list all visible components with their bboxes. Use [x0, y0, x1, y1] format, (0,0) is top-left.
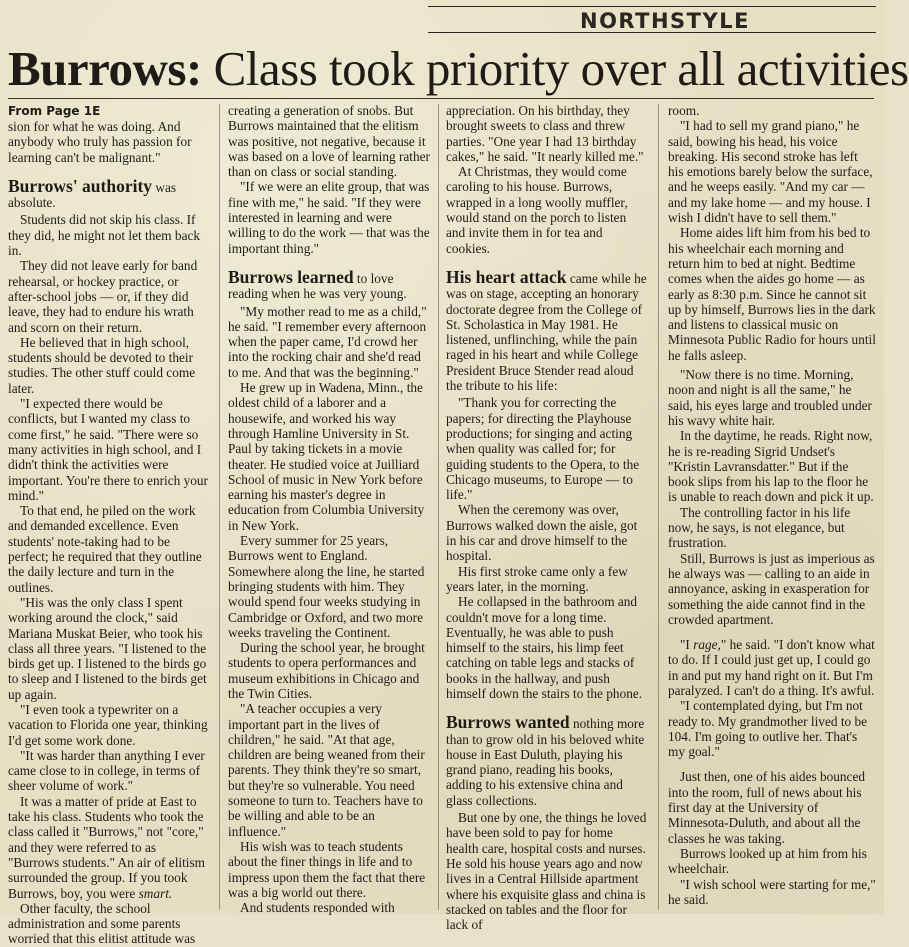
subhead-continuation: came while he was on stage, accepting an honorary doctorate degree from the College of St. Scholastica in May 1981. He listened, unflinching, while the pain raged in his heart and while College President Bruce Stender read aloud the tribute to his life: [446, 270, 647, 394]
subhead-paragraph [228, 266, 430, 302]
section-rule-top [428, 6, 876, 7]
headline-text: Class took priority over all activities [213, 41, 909, 96]
subhead: Burrows' authority [8, 175, 153, 196]
paragraph: room. [668, 103, 700, 118]
paragraph: His wish was to teach students about the finer things in life and to impress upon them the fact that there was a big world out there. [228, 838, 426, 900]
paragraph: Just then, one of his aides bounced into the room, full of news about his first day at the University of Minnesota-Duluth, and about all the classes he was taking. [668, 769, 866, 846]
paragraph: He collapsed in the bathroom and couldn't move for a long time. Eventually, he was able to push himself to the stairs, his limp feet catching on table legs and stacks of books in the hallway, and push himself down the stairs to the phone. [446, 594, 643, 701]
paragraph [8, 794, 210, 901]
paragraph: "My mother read to me as a child," he said. "I remember every afternoon when the paper came, I'd crowd her into the rocking chair and she'd read to me. And that was the beginning." [228, 303, 427, 380]
paragraph: "If we were an elite group, that was fine with me," he said. "If they were interested in learning and were willing to do the work — that was the important thing." [228, 179, 430, 256]
paragraph: "I contemplated dying, but I'm not ready to. My grandmother lived to be 104. I'm going to outlive her. That's my goal." [668, 698, 868, 760]
subhead: Burrows learned [228, 266, 354, 287]
paragraph-spacer [668, 627, 876, 637]
paragraph: Other faculty, the school administration and some parents worried that this elitist attitude was [8, 900, 196, 947]
article-column-1 [8, 103, 210, 947]
paragraph: Students did not skip his class. If they did, he might not let them back in. [8, 212, 201, 259]
paragraph: "I even took a typewriter on a vacation to Florida one year, thinking I'd get some work done. [8, 701, 208, 748]
paragraph: "A teacher occupies a very important part in the lives of children," he said. "At that age, children are being weaned from their parents. They think they're so smart, but they're so vulnerable. You need someone to turn to. Teachers have to be willing and able to be an influence." [228, 701, 425, 839]
paragraph: And students responded with [240, 900, 395, 916]
article-column-2 [228, 103, 430, 916]
paragraph: In the daytime, he reads. Right now, he is re-reading Sigrid Undset's "Kristin Lavransdatter." But if the book slips from his lap to the floor he is unable to reach down and pick it up. [668, 428, 874, 505]
subhead-paragraph [446, 712, 648, 808]
paragraph: To that end, he piled on the work and demanded excellence. Even students' note-taking had to be perfect; he required that they outline the daily lecture and turn in the outlines. [8, 503, 202, 595]
paragraph: At Christmas, they would come caroling to his house. Burrows, wrapped in a long woolly muffler, would stand on the porch to listen and invite them in for tea and cookies. [446, 164, 628, 256]
column-divider [658, 104, 659, 910]
section-name: NORTHSTYLE [580, 9, 750, 33]
paragraph: When the ceremony was over, Burrows walked down the aisle, got in his car and drove himself to the hospital. [446, 502, 638, 564]
subhead-continuation: nothing more than to grow old in his beloved white house in East Duluth, playing his grand piano, reading his books, adding to his extensive china and glass collections. [446, 716, 645, 808]
headline-kicker: Burrows: [8, 41, 202, 96]
paragraph [668, 637, 876, 698]
paragraph: "I wish school were starting for me," he said. [668, 876, 876, 907]
subhead-continuation: was absolute. [8, 179, 177, 211]
paragraph: "Thank you for correcting the papers; for directing the Playhouse productions; for singing and acting when quality was called for; for guiding students to the Opera, to the Chicago museums, to Europe — to life." [446, 395, 640, 503]
emphasis-text: smart. [138, 885, 173, 901]
subhead-paragraph [8, 175, 210, 211]
section-flag [428, 4, 884, 34]
paragraph: appreciation. On his birthday, they brought sweets to class and threw parties. "One year I had 13 birthday cakes," he said. "It nearly killed me." [446, 103, 644, 164]
paragraph: He believed that in high school, students should be devoted to their studies. The other stuff could come later. [8, 334, 196, 396]
headline [8, 40, 909, 98]
paragraph: The controlling factor in his life now, he says, is not elegance, but frustration. [668, 504, 851, 551]
paragraph: "I expected there would be conflicts, but I wanted my class to come first," he said. "There were so many activities in high school, and I didn't think the activities were important. You're there to enrich your mind." [8, 396, 208, 503]
paragraph: But one by one, the things he loved have been sold to pay for home health care, hospital costs and nurses. He sold his house years ago and now lives in a Central Hillside apartment where his exquisite glass and china is stacked on tables and the floor for lack of [446, 810, 647, 933]
article-column-3 [446, 103, 648, 933]
subhead: His heart attack [446, 266, 567, 287]
paragraph: Every summer for 25 years, Burrows went to England. Somewhere along the line, he started bringing students with him. They would spend four weeks studying in Cambridge or Oxford, and two more weeks traveling the Continent. [228, 533, 425, 640]
headline-rule [8, 98, 874, 99]
section-rule-bottom [428, 32, 876, 33]
paragraph: They did not leave early for band rehearsal, or hockey practice, or after-school jobs — or, if they did leave, they had to endure his wrath and scorn on their return. [8, 258, 198, 335]
paragraph: Still, Burrows is just as imperious as he always was — calling to an aide in annoyance, asking in exasperation for something the aide cannot find in the crowded apartment. [668, 550, 875, 627]
column-divider [219, 104, 220, 910]
article-column-4 [668, 103, 876, 911]
paragraph-text: "I [680, 637, 694, 653]
paragraph: "I had to sell my grand piano," he said, bowing his head, his voice breaking. His second stroke has left his emotions barely below the surface, and he weeps easily. "And my car — and my lake home — and my house. I wish I didn't have to sell them." [668, 118, 873, 226]
paragraph-spacer [668, 759, 876, 769]
paragraph: sion for what he was doing. And anybody who truly has passion for learning can't be malignant." [8, 119, 192, 165]
subhead: Burrows wanted [446, 712, 570, 733]
paragraph: creating a generation of snobs. But Burrows maintained that the elitism was positive, not negative, because it was based on a love of learning rather than on class or social standing. [228, 103, 430, 180]
paragraph-text: It was a matter of pride at East to take his class. Students who took the class called it "Burrows," not "core," and they were referred to as "Burrows students." An air of elitism surrounded the group. If you took Burrows, boy, you were [8, 793, 205, 901]
subhead-paragraph [446, 266, 648, 394]
paragraph: "Now there is no time. Morning, noon and night is all the same," he said, his eyes large and troubled under his wavy white hair. [668, 367, 872, 428]
jump-line: From Page 1E [8, 104, 101, 118]
paragraph: "It was harder than anything I ever came close to in college, in terms of sheer volume of work." [8, 747, 205, 794]
paragraph: During the school year, he brought students to opera performances and museum exhibitions in Chicago and the Twin Cities. [228, 640, 425, 701]
paragraph-text: " he said. "I don't know what to do. If I could just get up, I could go in and put my hand right on it. But I'm paralyzed. I can't do a thing. It's awful. [668, 637, 875, 698]
emphasis-text: rage, [693, 637, 721, 653]
paragraph: His first stroke came only a few years later, in the morning. [446, 563, 628, 594]
paragraph: Home aides lift him from his bed to his wheelchair each morning and return him to bed at night. Bedtime comes when the aides go home — as early as 8:30 p.m. Since he cannot sit up by himself, Burrows lies in the dark and listens to classical music on Minnesota Public Radio for hours until he falls asleep. [668, 225, 876, 363]
subhead-continuation: to love reading when he was very young. [228, 270, 407, 302]
paragraph: He grew up in Wadena, Minn., the oldest child of a laborer and a housewife, and worked his way through Hamline University in St. Paul by taking tickets in a movie theater. He studied voice at Juilliard School of music in New York before earning his master's degree in education from Columbia University in New York. [228, 380, 425, 533]
paragraph: "His was the only class I spent working around the clock," said Mariana Muskat Beier, who took his class all three years. "I listened to the birds get up. I listened to the birds go to sleep and I listened to the birds get up again. [8, 594, 207, 702]
paragraph: Burrows looked up at him from his wheelchair. [668, 845, 867, 877]
column-divider [438, 104, 439, 910]
